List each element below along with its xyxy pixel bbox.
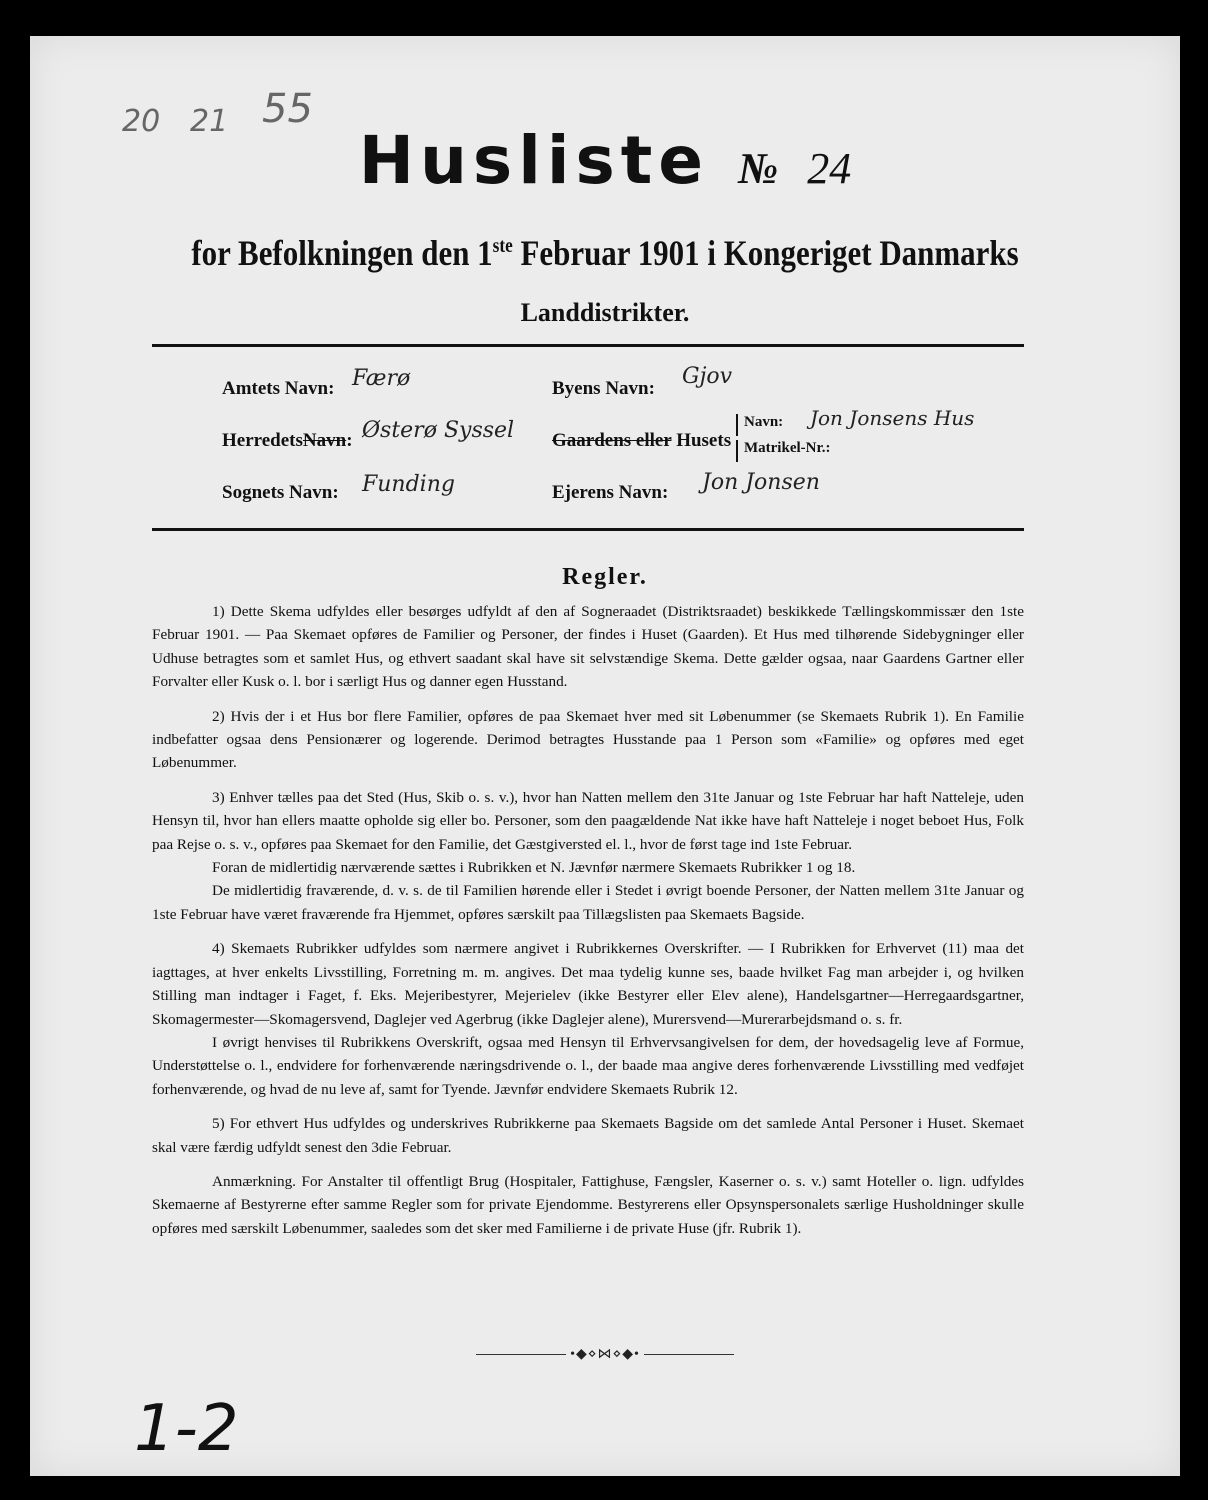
navn-value: Jon Jonsens Hus [810,406,975,430]
census-form-page [30,36,1180,1476]
pencil-mark-3: 55 [262,86,313,132]
rule-2: 2) Hvis der i et Hus bor flere Familier, opføres de paa Skemaet hver med sit Løbenummer (se Skemaets Rubrik 1). En Familie indbefatter ogsaa dens Pensionærer og logerende. Derimod betragtes Husstande paa 1 Person som «Familie» og opføres med eget Løbenummer. [152,707,1024,772]
brace-top [736,414,738,436]
rule-1: 1) Dette Skema udfyldes eller besørges udfyldt af den af Sogneraadet (Distriktsraadet) beskikkede Tællingskommissær den 1ste Februar 1901. — Paa Skemaet opføres de Familier og Personer, der findes i Huset (Gaarden). Et Hus med tilhørende Sidebygninger eller Udhuse betragtes som et samlet Hus, og ethvert saadant skal have sit selvstændige Skema. Dette gælder ogsaa, naar Gaardens Gartner eller Forvalter eller Kusk o. l. bor i særligt Hus og danner egen Husstand. [152,603,1024,691]
matrikel-label: Matrikel-Nr.: [744,440,831,456]
rule-3: 3) Enhver tælles paa det Sted (Hus, Skib o. s. v.), hvor han Natten mellem den 31te Januar og 1ste Februar har haft Natteleje, uden Hensyn til, hvor han ellers maatte opholde sig eller bo. Personer, som den paagældende Nat ikke have haft Natteleje i noget beboet Hus, Folk paa Rejse o. s. v., opføres paa Skemaet for den Familie, det Gæstgiversted el. l., hvor de først tage ind 1ste Februar. [152,788,1024,853]
ejer-value: Jon Jonsen [702,470,820,495]
amt-label: Amtets Navn: [222,378,335,399]
rule-3-note-b: De midlertidig fraværende, d. v. s. de til Familien hørende eller i Stedet i øvrigt boende Personer, der Natten mellem 31te Januar og 1ste Februar have været fraværende fra Hjemmet, opføres særskilt paa Tillægslisten paa Skemaets Bagside. [152,882,1024,923]
herred-label-c: : [346,430,353,451]
herred-label-a: Herredets [222,430,303,451]
gaard-label-b: Husets [676,430,732,451]
brace-bottom [736,440,738,462]
navn-label: Navn: [744,414,784,430]
subtitle-sup: ste [492,235,513,257]
house-number: 24 [807,144,852,193]
by-value: Gjov [682,364,733,389]
herred-label-b: Navn [302,430,347,451]
form-subtitle [111,232,1100,274]
ejer-label: Ejerens Navn: [552,482,669,503]
top-rule [152,344,1024,347]
bottom-rule [152,528,1024,531]
rule-4: 4) Skemaets Rubrikker udfyldes som nærmere angivet i Rubrikkernes Overskrifter. — I Rubrikken for Erhvervet (11) maa det iagttages, at hver enkelts Livsstilling, Forretning m. m. angives. Det maa tydelig kunne ses, baade hvilket Fag man arbejder i, og hvilken Stilling man indtager i Faget, f. Eks. Mejeribestyrer, Mejerielev (ikke Bestyrer eller Elev alene), Handelsgartner—Herregaardsgartner, Skomagermester—Skomagersvend, Daglejer ved Agerbrug (ikke Daglejer alene), Murersvend—Murerarbejdsmand o. s. fr. [152,940,1024,1028]
pencil-mark-1: 20 [122,104,161,139]
form-district: Landdistrikter. [520,298,690,327]
by-label: Byens Navn: [552,378,655,399]
gaard-label-a: Gaardens eller [552,430,672,451]
number-prefix: № [738,144,779,193]
rules-heading: Regler. [562,564,648,590]
rules-text [152,600,1024,1251]
rule-4-note: I øvrigt henvises til Rubrikkens Overskrift, ogsaa med Hensyn til Erhvervsangivelsen for dem, der hovedsagelig leve af Formue, Understøttelse o. l., endvidere for forhenværende næringsdrivende o. l., der baade maa angive deres forhenværende Livsstilling med vedføjet forhenværende, og hvad de nu leve af, samt for Tyende. Jævnfør endvidere Skemaets Rubrik 12. [152,1033,1024,1098]
subtitle-part-1: for Befolkningen den 1 [191,233,493,273]
rule-5: 5) For ethvert Hus udfyldes og underskrives Rubrikkerne paa Skemaets Bagside om det samlede Antal Personer i Huset. Skemaet skal være færdig udfyldt senest den 3die Februar. [152,1115,1024,1156]
subtitle-part-2: Februar 1901 i Kongeriget Danmarks [512,233,1019,273]
annotation: Anmærkning. For Anstalter til offentligt Brug (Hospitaler, Fattighuse, Fængsler, Kaserner o. s. v.) samt Hoteller o. lign. udfyldes Skemaerne af Bestyrerne efter samme Regler som for private Ejendomme. Bestyrerens eller Opsynspersonalets særlige Husholdninger skulle opføres med særskilt Løbenummer, saaledes som det sker med Familierne i de private Huse (jfr. Rubrik 1). [152,1172,1024,1237]
amt-value: Færø [352,366,411,391]
ornament-line-left [476,1354,566,1355]
herred-value: Østerø Syssel [362,418,515,443]
sogn-value: Funding [362,472,455,497]
gaard-label [552,430,731,452]
ornament-glyphs: •◆⋄⋈⋄◆• [570,1347,640,1362]
herred-label [222,430,353,452]
sogn-label: Sognets Navn: [222,482,339,503]
ornament-divider [30,1346,1180,1363]
rule-3-note-a: Foran de midlertidig nærværende sættes i Rubrikken et N. Jævnfør nærmere Skemaets Rubrikker 1 og 18. [212,859,856,877]
title-text: Husliste [358,122,710,199]
form-title [30,122,1180,199]
ornament-line-right [644,1354,734,1355]
pencil-mark-2: 21 [190,104,229,139]
handwritten-note: 1-2 [134,1392,239,1466]
